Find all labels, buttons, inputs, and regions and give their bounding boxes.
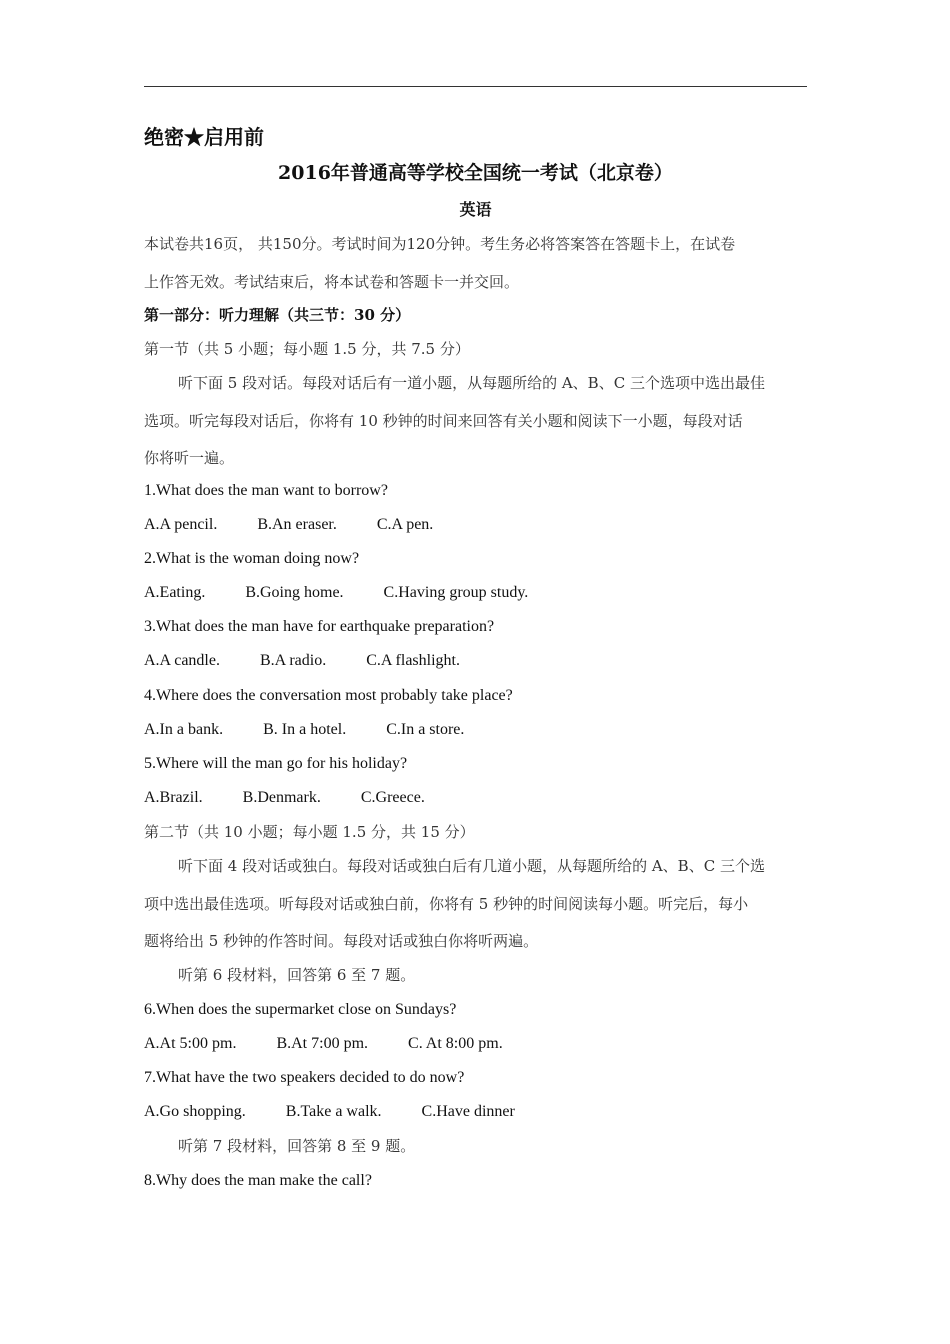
intro-line-1: 本试卷共16页， 共150分。考试时间为120分钟。考生务必将答案答在答题卡上，在试卷 bbox=[144, 235, 736, 253]
section2-heading: 第二节（共 10 小题；每小题 1.5 分，共 15 分） bbox=[144, 823, 475, 841]
question-5: 5.Where will the man go for his holiday? bbox=[144, 755, 408, 772]
question-4: 4.Where does the conversation most probably take place? bbox=[144, 687, 513, 704]
option-c: C.Have dinner bbox=[421, 1103, 515, 1120]
question-3-options bbox=[144, 651, 460, 671]
option-c: C.A flashlight. bbox=[366, 652, 460, 669]
material-7-instruction: 听第 7 段材料，回答第 8 至 9 题。 bbox=[178, 1137, 416, 1155]
option-c: C. At 8:00 pm. bbox=[408, 1035, 503, 1052]
exam-title: 2016年普通高等学校全国统一考试（北京卷） bbox=[278, 162, 673, 184]
section2-instruction-2: 项中选出最佳选项。听每段对话或独白前，你将有 5 秒钟的时间阅读每小题。听完后，每小 bbox=[144, 895, 749, 913]
section1-instruction-1: 听下面 5 段对话。每段对话后有一道小题，从每题所给的 A、B、C 三个选项中选出最佳 bbox=[178, 374, 765, 392]
option-b: B.Going home. bbox=[245, 584, 344, 601]
question-5-options bbox=[144, 788, 425, 808]
question-2-options bbox=[144, 583, 528, 603]
question-1-options bbox=[144, 515, 433, 535]
section2-instruction-1: 听下面 4 段对话或独白。每段对话或独白后有几道小题，从每题所给的 A、B、C 三个选 bbox=[178, 857, 765, 875]
question-3: 3.What does the man have for earthquake preparation? bbox=[144, 618, 495, 635]
section1-instruction-3: 你将听一遍。 bbox=[144, 449, 235, 467]
confidential-label: 绝密★启用前 bbox=[144, 125, 264, 149]
option-a: A.At 5:00 pm. bbox=[144, 1035, 237, 1052]
question-6-options bbox=[144, 1034, 503, 1054]
option-a: A.Go shopping. bbox=[144, 1103, 246, 1120]
option-c: C.Greece. bbox=[360, 789, 425, 806]
intro-line-2: 上作答无效。考试结束后，将本试卷和答题卡一并交回。 bbox=[144, 273, 520, 291]
material-6-instruction: 听第 6 段材料，回答第 6 至 7 题。 bbox=[178, 966, 416, 984]
option-b: B.Denmark. bbox=[242, 789, 321, 806]
question-4-options bbox=[144, 720, 464, 740]
question-6: 6.When does the supermarket close on Sundays? bbox=[144, 1001, 457, 1018]
option-b: B.At 7:00 pm. bbox=[276, 1035, 369, 1052]
option-a: A.Eating. bbox=[144, 584, 206, 601]
option-a: A.In a bank. bbox=[144, 721, 224, 738]
section1-instruction-2: 选项。听完每段对话后，你将有 10 秒钟的时间来回答有关小题和阅读下一小题，每段对话 bbox=[144, 412, 743, 430]
question-7-options bbox=[144, 1102, 515, 1122]
option-c: C.A pen. bbox=[376, 516, 434, 533]
option-c: C.In a store. bbox=[386, 721, 465, 738]
question-2: 2.What is the woman doing now? bbox=[144, 550, 360, 567]
section1-heading: 第一节（共 5 小题；每小题 1.5 分，共 7.5 分） bbox=[144, 340, 470, 358]
option-a: A.A pencil. bbox=[144, 516, 218, 533]
header-rule bbox=[144, 86, 807, 87]
section2-instruction-3: 题将给出 5 秒钟的作答时间。每段对话或独白你将听两遍。 bbox=[144, 932, 539, 950]
question-8: 8.Why does the man make the call? bbox=[144, 1172, 372, 1189]
part1-heading: 第一部分：听力理解（共三节：30 分） bbox=[144, 306, 411, 324]
option-b: B.An eraser. bbox=[257, 516, 337, 533]
question-7: 7.What have the two speakers decided to do now? bbox=[144, 1069, 465, 1086]
option-a: A.Brazil. bbox=[144, 789, 203, 806]
subject-title: 英语 bbox=[459, 200, 492, 219]
option-c: C.Having group study. bbox=[383, 584, 529, 601]
option-a: A.A candle. bbox=[144, 652, 220, 669]
option-b: B.A radio. bbox=[259, 652, 327, 669]
question-1: 1.What does the man want to borrow? bbox=[144, 482, 388, 499]
option-b: B.Take a walk. bbox=[285, 1103, 382, 1120]
option-b: B. In a hotel. bbox=[263, 721, 347, 738]
